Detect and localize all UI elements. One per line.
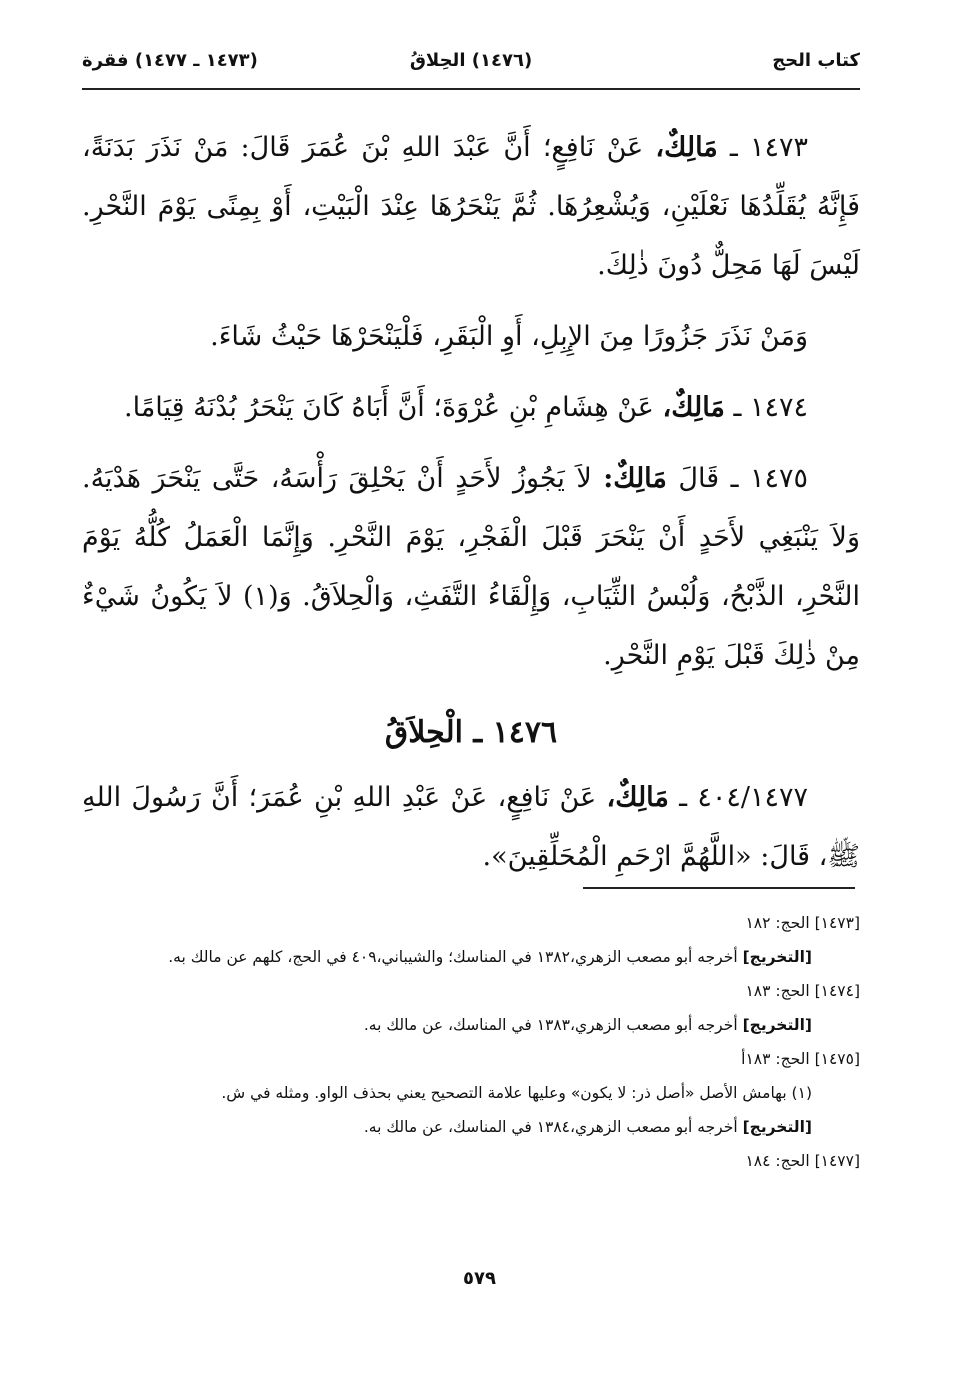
narrator-name: مَالِكٌ، <box>655 132 718 163</box>
footnote-divider <box>583 887 855 889</box>
footnote-takhrij-1474 <box>82 1008 860 1042</box>
chapter-heading: ١٤٧٦ ـ الْحِلاَقُ <box>384 715 558 750</box>
footnote-takhrij-1475 <box>82 1110 860 1144</box>
takhrij-text: أخرجه أبو مصعب الزهري،١٣٨٢ في المناسك؛ والشيباني،٤٠٩ في الحج، كلهم عن مالك به. <box>168 948 738 966</box>
paragraph-1473-continued <box>82 307 860 366</box>
narrator-name: مَالِكٌ، <box>606 782 669 813</box>
paragraph-1474 <box>82 378 860 437</box>
takhrij-text: أخرجه أبو مصعب الزهري،١٣٨٣ في المناسك، عن مالك به. <box>363 1016 738 1034</box>
header-book-title: كتاب الحج <box>772 49 860 71</box>
paragraph-1473 <box>82 118 860 295</box>
footnote-margin-note: (١) بهامش الأصل «أصل ذر: لا يكون» وعليها علامة التصحيح يعني بحذف الواو. ومثله في ش. <box>221 1084 812 1102</box>
narrator-name: مَالِكٌ: <box>603 463 667 494</box>
paragraph-number: ٤٠٤/١٤٧٧ ـ <box>679 782 808 813</box>
footnote-ref-1474: [١٤٧٤] الحج: ١٨٣ <box>745 982 860 1000</box>
paragraph-text: وَمَنْ نَذَرَ جَزُورًا مِنَ الإِبِلِ، أَوِ الْبَقَرِ، فَلْيَنْحَرْهَا حَيْثُ شَاءَ. <box>210 321 808 352</box>
paragraph-number: ١٤٧٥ ـ <box>730 463 809 494</box>
page-number: ٥٧٩ <box>463 1268 496 1289</box>
paragraph-number: ١٤٧٤ ـ <box>733 392 808 423</box>
takhrij-label: [التخريج] <box>742 1118 812 1136</box>
footnote-ref-1475: [١٤٧٥] الحج: ١٨٣أ <box>741 1050 860 1068</box>
main-text <box>82 118 860 898</box>
paragraph-text: عَنْ نَافِعٍ، عَنْ عَبْدِ اللهِ بْنِ عُمَرَ؛ أَنَّ رَسُولَ اللهِ ﷺ، قَالَ: «اللَّهُمَّ ارْحَمِ الْمُحَلِّقِينَ». <box>82 782 860 872</box>
paragraph-text: عَنْ هِشَامِ بْنِ عُرْوَةَ؛ أَنَّ أَبَاهُ كَانَ يَنْحَرُ بُدْنَهُ قِيَامًا. <box>124 392 654 423</box>
footnote-ref-1473: [١٤٧٣] الحج: ١٨٢ <box>745 914 860 932</box>
narrator-name: مَالِكٌ، <box>662 392 725 423</box>
takhrij-text: أخرجه أبو مصعب الزهري،١٣٨٤ في المناسك، عن مالك به. <box>363 1118 738 1136</box>
takhrij-label: [التخريج] <box>742 1016 812 1034</box>
paragraph-text: عَنْ نَافِعٍ؛ أَنَّ عَبْدَ اللهِ بْنَ عُمَرَ قَالَ: مَنْ نَذَرَ بَدَنَةً، فَإِنَّهُ يُقَلِّدُهَا نَعْلَيْنِ، وَيُشْعِرُهَا. ثُمَّ يَنْحَرُهَا عِنْدَ الْبَيْتِ، أَوْ بِمِنًى يَوْمَ النَّحْرِ. لَيْسَ لَهَا مَحِلٌّ دُونَ ذٰلِكَ. <box>82 132 860 281</box>
header-divider <box>82 88 860 90</box>
header-paragraph-range: (١٤٧٣ ـ ١٤٧٧) فقرة <box>82 49 258 71</box>
footnote-takhrij-1473 <box>82 940 860 974</box>
running-header <box>82 40 860 80</box>
footnotes <box>82 906 860 1178</box>
paragraph-text: لاَ يَجُوزُ لأَحَدٍ أَنْ يَحْلِقَ رَأْسَهُ، حَتَّى يَنْحَرَ هَدْيَهُ. وَلاَ يَنْبَغِي لأَحَدٍ أَنْ يَنْحَرَ قَبْلَ الْفَجْرِ، يَوْمَ النَّحْرِ. وَإِنَّمَا الْعَمَلُ كُلُّهُ يَوْمَ النَّحْرِ، الذَّبْحُ، وَلُبْسُ الثِّيَابِ، وَإِلْقَاءُ التَّفَثِ، وَالْحِلاَقُ. وَ(١) لاَ يَكُونُ شَيْءٌ مِنْ ذٰلِكَ قَبْلَ يَوْمِ النَّحْرِ. <box>82 463 860 671</box>
paragraph-number: ١٤٧٣ ـ <box>729 132 808 163</box>
takhrij-label: [التخريج] <box>742 948 812 966</box>
header-chapter-title: (١٤٧٦) الحِلاقُ <box>409 49 533 71</box>
paragraph-lead: قَالَ <box>678 463 720 494</box>
paragraph-1477 <box>82 768 860 886</box>
footnote-ref-1477: [١٤٧٧] الحج: ١٨٤ <box>745 1152 860 1170</box>
paragraph-1475 <box>82 449 860 685</box>
